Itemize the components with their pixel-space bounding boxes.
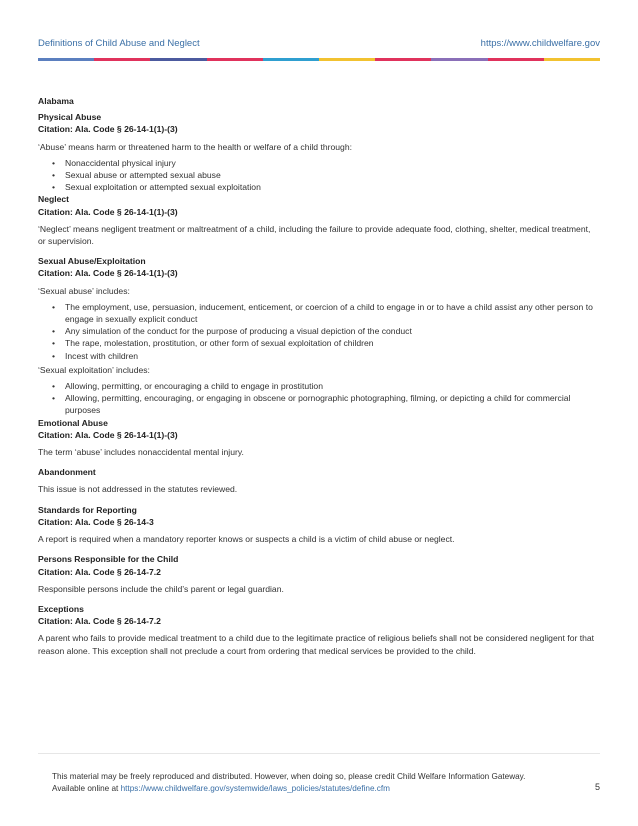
color-bar-segment bbox=[263, 58, 319, 61]
section-emotional-abuse bbox=[38, 417, 600, 459]
section-title: Abandonment bbox=[38, 467, 96, 478]
section-text: This issue is not addressed in the statutes reviewed. bbox=[38, 484, 238, 495]
list-item: • Sexual abuse or attempted sexual abuse bbox=[52, 169, 600, 181]
bullet-list bbox=[52, 301, 600, 362]
section-title: Exceptions bbox=[38, 603, 84, 614]
footer-link[interactable]: https://www.childwelfare.gov/systemwide/laws_policies/statutes/define.cfm bbox=[120, 783, 390, 793]
list-item: • Incest with children bbox=[52, 350, 600, 362]
section-citation: Citation: Ala. Code § 26-14-1(1)-(3) bbox=[38, 206, 178, 217]
section-title: Persons Responsible for the Child bbox=[38, 554, 179, 565]
section-text: ‘Neglect’ means negligent treatment or maltreatment of a child, including the failure to provide adequate food, clothing, shelter, medical treatment, or supervision. bbox=[38, 223, 591, 247]
footer-credit: This material may be freely reproduced and distributed. However, when doing so, please credit Child Welfare Information Gateway. bbox=[52, 772, 526, 781]
section-title: Physical Abuse bbox=[38, 112, 102, 123]
bullet-list bbox=[52, 380, 600, 417]
page-number: 5 bbox=[594, 782, 600, 792]
color-bar-segment bbox=[38, 58, 94, 61]
section-citation: Citation: Ala. Code § 26-14-1(1)-(3) bbox=[38, 124, 178, 135]
header-title: Definitions of Child Abuse and Neglect bbox=[38, 38, 200, 49]
list-item: • Allowing, permitting, or encouraging a child to engage in prostitution bbox=[52, 380, 600, 392]
bullet-list bbox=[52, 157, 600, 194]
footer-divider bbox=[38, 753, 600, 754]
color-bar-segment bbox=[544, 58, 600, 61]
section-citation: Citation: Ala. Code § 26-14-3 bbox=[38, 516, 154, 527]
section-title: Neglect bbox=[38, 194, 70, 205]
color-bar-segment bbox=[488, 58, 544, 61]
color-bar bbox=[38, 58, 600, 61]
footer-prefix: Available online at bbox=[52, 783, 121, 793]
section-title: Standards for Reporting bbox=[38, 504, 137, 515]
section-physical-abuse bbox=[38, 111, 600, 193]
section-title: Sexual Abuse/Exploitation bbox=[38, 256, 146, 267]
section-citation: Citation: Ala. Code § 26-14-1(1)-(3) bbox=[38, 429, 178, 440]
footer-availability bbox=[52, 783, 582, 795]
section-title: Emotional Abuse bbox=[38, 417, 108, 428]
section-abandonment bbox=[38, 466, 600, 495]
list-item: • Nonaccidental physical injury bbox=[52, 157, 600, 169]
section-neglect bbox=[38, 193, 600, 247]
state-heading: Alabama bbox=[38, 96, 74, 106]
list-item: • Sexual exploitation or attempted sexual exploitation bbox=[52, 181, 600, 193]
section-text: The term ‘abuse’ includes nonaccidental mental injury. bbox=[38, 447, 244, 458]
list-item: • The employment, use, persuasion, inducement, enticement, or coercion of a child to engage in or to have a child assist any other person to engage in sexually explicit conduct bbox=[52, 301, 600, 325]
section-exceptions bbox=[38, 603, 600, 657]
list-item: • Any simulation of the conduct for the purpose of producing a visual depiction of the conduct bbox=[52, 325, 600, 337]
section-sexual-abuse bbox=[38, 255, 600, 416]
page-header bbox=[38, 38, 600, 52]
section-citation: Citation: Ala. Code § 26-14-1(1)-(3) bbox=[38, 268, 178, 279]
header-url[interactable]: https://www.childwelfare.gov bbox=[480, 38, 600, 49]
list-item: • The rape, molestation, prostitution, or other form of sexual exploitation of children bbox=[52, 337, 600, 349]
section-text: ‘Sexual exploitation’ includes: bbox=[38, 364, 150, 375]
section-reporting bbox=[38, 504, 600, 546]
document-body bbox=[38, 95, 600, 661]
color-bar-segment bbox=[207, 58, 263, 61]
section-text: A parent who fails to provide medical treatment to a child due to the legitimate practice of religious beliefs shall not be considered negligent for that reason alone. This exception shall not preclude a court from ordering that medical services be provided to the child. bbox=[38, 633, 595, 656]
section-citation: Citation: Ala. Code § 26-14-7.2 bbox=[38, 566, 161, 577]
color-bar-segment bbox=[319, 58, 375, 61]
color-bar-segment bbox=[375, 58, 431, 61]
color-bar-segment bbox=[431, 58, 487, 61]
section-text: Responsible persons include the child’s parent or legal guardian. bbox=[38, 583, 284, 594]
page-footer bbox=[52, 771, 582, 794]
color-bar-segment bbox=[94, 58, 150, 61]
section-responsible-persons bbox=[38, 553, 600, 595]
section-text: ‘Abuse’ means harm or threatened harm to the health or welfare of a child through: bbox=[38, 141, 353, 152]
section-text: ‘Sexual abuse’ includes: bbox=[38, 285, 130, 296]
section-citation: Citation: Ala. Code § 26-14-7.2 bbox=[38, 616, 161, 627]
list-item: • Allowing, permitting, encouraging, or engaging in obscene or pornographic photographing, filming, or depicting a child for commercial purposes bbox=[52, 392, 600, 416]
section-text: A report is required when a mandatory reporter knows or suspects a child is a victim of child abuse or neglect. bbox=[38, 534, 455, 545]
color-bar-segment bbox=[150, 58, 206, 61]
